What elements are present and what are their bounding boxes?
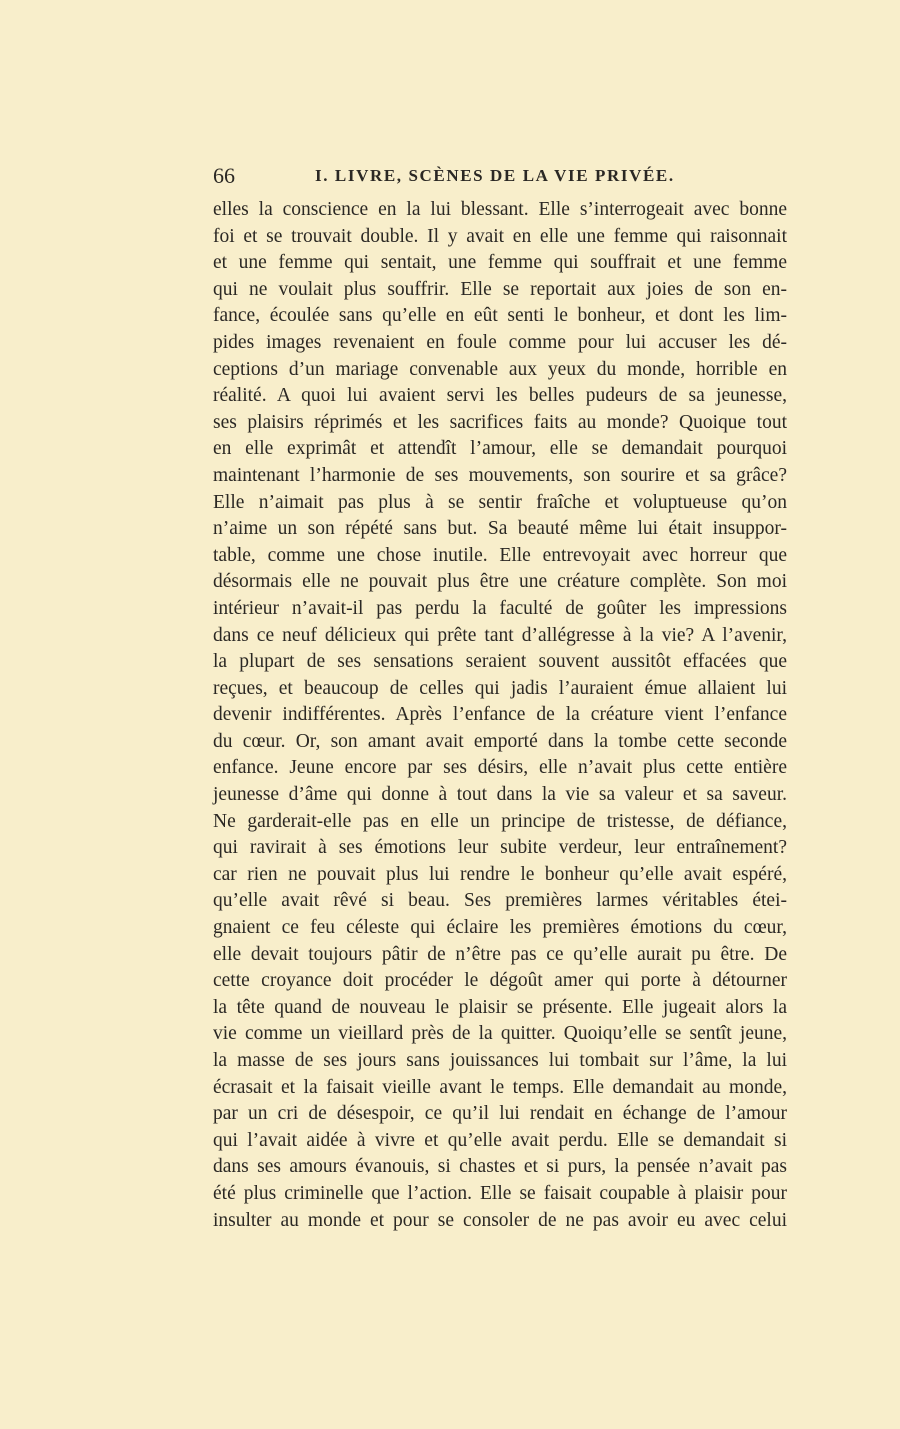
text-line: intérieur n’avait-il pas perdu la faculté de goûter les impressions xyxy=(213,597,787,619)
text-line: désormais elle ne pouvait plus être une créature complète. Son moi xyxy=(213,571,787,593)
text-line: Ne garderait-elle pas en elle un principe de tristesse, de défiance, xyxy=(213,810,787,832)
page-number: 66 xyxy=(213,163,235,188)
text-line: table, comme une chose inutile. Elle entrevoyait avec horreur que xyxy=(213,544,787,566)
text-line: du cœur. Or, son amant avait emporté dans la tombe cette seconde xyxy=(213,730,787,752)
text-line: en elle exprimât et attendît l’amour, elle se demandait pourquoi xyxy=(213,438,787,460)
text-line: ses plaisirs réprimés et les sacrifices faits au monde? Quoique tout xyxy=(213,411,787,433)
text-line: la plupart de ses sensations seraient souvent aussitôt effacées que xyxy=(213,651,787,673)
text-line: enfance. Jeune encore par ses désirs, elle n’avait plus cette entière xyxy=(213,757,787,779)
text-line: qu’elle avait rêvé si beau. Ses premières larmes véritables étei- xyxy=(213,890,787,912)
text-line: ceptions d’un mariage convenable aux yeux du monde, horrible en xyxy=(213,358,787,380)
text-line: cette croyance doit procéder le dégoût amer qui porte à détourner xyxy=(213,970,787,992)
text-line: insulter au monde et pour se consoler de ne pas avoir eu avec celui xyxy=(213,1209,787,1231)
text-line: été plus criminelle que l’action. Elle se faisait coupable à plaisir pour xyxy=(213,1182,787,1204)
text-line: foi et se trouvait double. Il y avait en elle une femme qui raisonnait xyxy=(213,225,787,247)
text-line: qui l’avait aidée à vivre et qu’elle avait perdu. Elle se demandait si xyxy=(213,1129,787,1151)
text-line: qui ravirait à ses émotions leur subite verdeur, leur entraînement? xyxy=(213,837,787,859)
text-line: réalité. A quoi lui avaient servi les belles pudeurs de sa jeunesse, xyxy=(213,385,787,407)
text-line: vie comme un vieillard près de la quitter. Quoiqu’elle se sentît jeune, xyxy=(213,1023,787,1045)
text-line: n’aime un son répété sans but. Sa beauté même lui était insuppor- xyxy=(213,518,787,540)
text-line: jeunesse d’âme qui donne à tout dans la vie sa valeur et sa saveur. xyxy=(213,784,787,806)
text-line: la masse de ses jours sans jouissances lui tombait sur l’âme, la lui xyxy=(213,1050,787,1071)
text-line: et une femme qui sentait, une femme qui souffrait et une femme xyxy=(213,252,787,274)
text-line: dans ses amours évanouis, si chastes et si purs, la pensée n’avait pas xyxy=(213,1156,787,1178)
text-line: qui ne voulait plus souffrir. Elle se reportait aux joies de son en- xyxy=(213,278,787,300)
text-line: elle devait toujours pâtir de n’être pas ce qu’elle aurait pu être. De xyxy=(213,943,787,965)
text-line: par un cri de désespoir, ce qu’il lui rendait en échange de l’amour xyxy=(213,1103,787,1125)
running-header xyxy=(213,163,787,191)
text-line: pides images revenaient en foule comme pour lui accuser les dé- xyxy=(213,331,787,353)
text-line: maintenant l’harmonie de ses mouvements, son sourire et sa grâce? xyxy=(213,464,787,486)
text-line: gnaient ce feu céleste qui éclaire les premières émotions du cœur, xyxy=(213,917,787,939)
running-title: I. LIVRE, SCÈNES DE LA VIE PRIVÉE. xyxy=(315,166,675,185)
text-line: dans ce neuf délicieux qui prête tant d’allégresse à la vie? A l’avenir, xyxy=(213,624,787,646)
text-line: reçues, et beaucoup de celles qui jadis l’auraient émue allaient lui xyxy=(213,677,787,699)
body-text xyxy=(213,197,787,1234)
text-line: Elle n’aimait pas plus à se sentir fraîche et voluptueuse qu’on xyxy=(213,491,787,513)
text-line: écrasait et la faisait vieille avant le temps. Elle demandait au monde, xyxy=(213,1076,787,1098)
text-line: la tête quand de nouveau le plaisir se présente. Elle jugeait alors la xyxy=(213,996,787,1018)
text-line: devenir indifférentes. Après l’enfance de la créature vient l’enfance xyxy=(213,704,787,726)
text-line: car rien ne pouvait plus lui rendre le bonheur qu’elle avait espéré, xyxy=(213,863,787,885)
text-line: fance, écoulée sans qu’elle en eût senti le bonheur, et dont les lim- xyxy=(213,305,787,327)
text-line: elles la conscience en la lui blessant. Elle s’interrogeait avec bonne xyxy=(213,199,787,220)
